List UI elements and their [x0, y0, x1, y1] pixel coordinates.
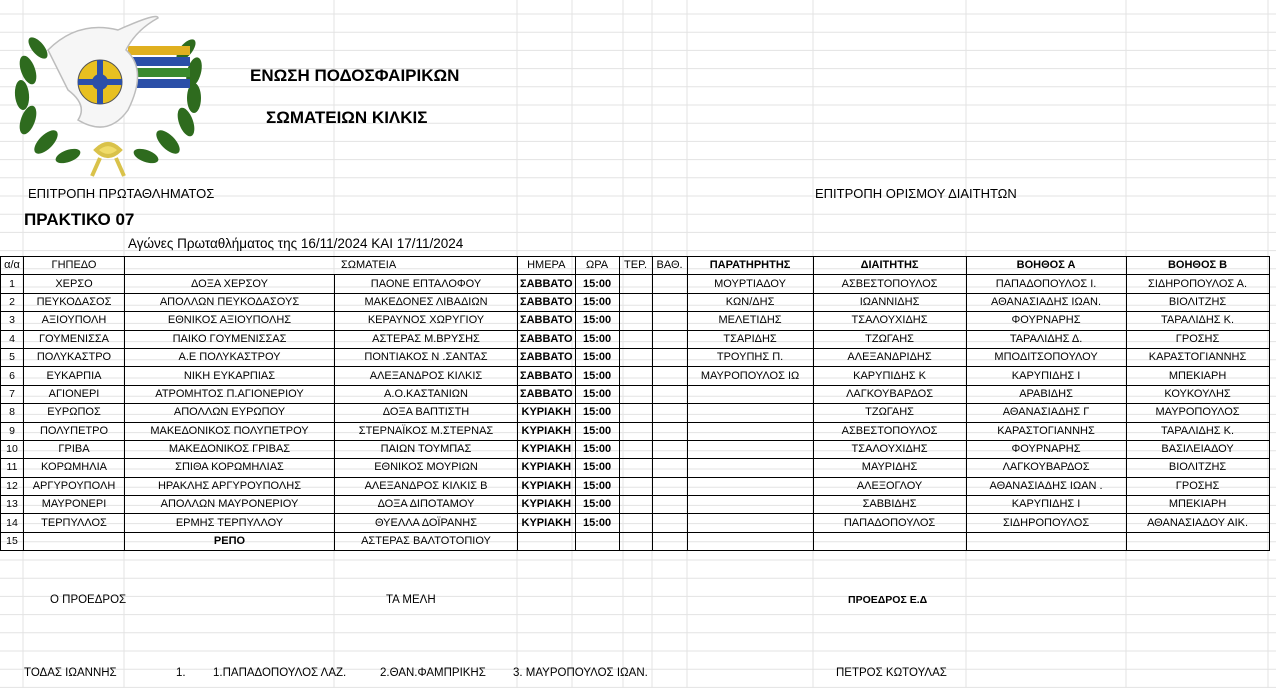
- away-club-cell: ΔΟΞΑ ΔΙΠΟΤΑΜΟΥ: [335, 496, 518, 514]
- home-club-cell: ΡΕΠΟ: [125, 532, 335, 550]
- assistant-b-cell: ΚΑΡΑΣΤΟΓΙΑΝΝΗΣ: [1126, 348, 1269, 366]
- ter-cell: [619, 532, 652, 550]
- assistant-b-cell: ΓΡΟΣΗΣ: [1126, 477, 1269, 495]
- observer-cell: [687, 496, 813, 514]
- away-club-cell: ΑΣΤΕΡΑΣ ΒΑΛΤΟΤΟΠΙΟΥ: [335, 532, 518, 550]
- home-club-cell: ΑΠΟΛΛΩΝ ΜΑΥΡΟΝΕΡΙΟΥ: [125, 496, 335, 514]
- assistant-b-cell: ΑΘΑΝΑΣΙΑΔΟΥ ΑΙΚ.: [1126, 514, 1269, 532]
- away-club-cell: ΜΑΚΕΔΟΝΕΣ ΛΙΒΑΔΙΩΝ: [335, 293, 518, 311]
- col-header-vath: ΒΑΘ.: [652, 257, 687, 275]
- field-cell: ΕΥΡΩΠΟΣ: [24, 404, 125, 422]
- assistant-a-cell: [966, 532, 1126, 550]
- row-number: 14: [1, 514, 24, 532]
- assistant-a-cell: ΣΙΔΗΡΟΠΟΥΛΟΣ: [966, 514, 1126, 532]
- time-cell: 15:00: [575, 312, 619, 330]
- referee-cell: ΑΣΒΕΣΤΟΠΟΥΛΟΣ: [813, 422, 966, 440]
- referee-cell: ΛΑΓΚΟΥΒΑΡΔΟΣ: [813, 385, 966, 403]
- vath-cell: [652, 312, 687, 330]
- field-cell: [24, 532, 125, 550]
- field-cell: ΚΟΡΩΜΗΛΙΑ: [24, 459, 125, 477]
- referee-cell: ΜΑΥΡΙΔΗΣ: [813, 459, 966, 477]
- col-header-referee: ΔΙΑΙΤΗΤΗΣ: [813, 257, 966, 275]
- referee-cell: ΑΛΕΞΑΝΔΡΙΔΗΣ: [813, 348, 966, 366]
- away-club-cell: ΣΤΕΡΝΑΪΚΟΣ Μ.ΣΤΕΡΝΑΣ: [335, 422, 518, 440]
- home-club-cell: ΑΠΟΛΛΩΝ ΠΕΥΚΟΔΑΣΟΥΣ: [125, 293, 335, 311]
- referee-cell: ΑΣΒΕΣΤΟΠΟΥΛΟΣ: [813, 275, 966, 293]
- home-club-cell: ΝΙΚΗ ΕΥΚΑΡΠΙΑΣ: [125, 367, 335, 385]
- vath-cell: [652, 532, 687, 550]
- home-club-cell: ΠΑΙΚΟ ΓΟΥΜΕΝΙΣΣΑΣ: [125, 330, 335, 348]
- row-number: 7: [1, 385, 24, 403]
- day-cell: ΣΑΒΒΑΤΟ: [518, 330, 576, 348]
- assistant-b-cell: ΓΡΟΣΗΣ: [1126, 330, 1269, 348]
- assistant-b-cell: [1126, 532, 1269, 550]
- vath-cell: [652, 422, 687, 440]
- referee-cell: ΤΖΩΓΑΗΣ: [813, 330, 966, 348]
- table-row: [1, 367, 1270, 385]
- away-club-cell: ΘΥΕΛΛΑ ΔΟΪΡΑΝΗΣ: [335, 514, 518, 532]
- away-club-cell: ΚΕΡΑΥΝΟΣ ΧΩΡΥΓΙΟΥ: [335, 312, 518, 330]
- away-club-cell: Α.Ο.ΚΑΣΤΑΝΙΩΝ: [335, 385, 518, 403]
- home-club-cell: ΜΑΚΕΔΟΝΙΚΟΣ ΠΟΛΥΠΕΤΡΟΥ: [125, 422, 335, 440]
- observer-cell: [687, 440, 813, 458]
- table-row: [1, 385, 1270, 403]
- away-club-cell: ΔΟΞΑ ΒΑΠΤΙΣΤΗ: [335, 404, 518, 422]
- away-club-cell: ΠΟΝΤΙΑΚΟΣ Ν .ΣΑΝΤΑΣ: [335, 348, 518, 366]
- referee-cell: ΠΑΠΑΔΟΠΟΥΛΟΣ: [813, 514, 966, 532]
- assistant-a-cell: ΤΑΡΑΛΙΔΗΣ Δ.: [966, 330, 1126, 348]
- home-club-cell: Α.Ε ΠΟΛΥΚΑΣΤΡΟΥ: [125, 348, 335, 366]
- assistant-b-cell: ΜΑΥΡΟΠΟΥΛΟΣ: [1126, 404, 1269, 422]
- observer-cell: ΤΣΑΡΙΔΗΣ: [687, 330, 813, 348]
- home-club-cell: ΕΘΝΙΚΟΣ ΑΞΙΟΥΠΟΛΗΣ: [125, 312, 335, 330]
- table-row: [1, 422, 1270, 440]
- assistant-a-cell: ΚΑΡΥΠΙΔΗΣ Ι: [966, 367, 1126, 385]
- ref-president-name: ΠΕΤΡΟΣ ΚΩΤΟΥΛΑΣ: [836, 667, 947, 679]
- time-cell: 15:00: [575, 330, 619, 348]
- time-cell: 15:00: [575, 293, 619, 311]
- home-club-cell: ΜΑΚΕΔΟΝΙΚΟΣ ΓΡΙΒΑΣ: [125, 440, 335, 458]
- time-cell: [575, 532, 619, 550]
- home-club-cell: ΑΤΡΟΜΗΤΟΣ Π.ΑΓΙΟΝΕΡΙΟΥ: [125, 385, 335, 403]
- ter-cell: [619, 348, 652, 366]
- vath-cell: [652, 348, 687, 366]
- referee-cell: ΤΣΑΛΟΥΧΙΔΗΣ: [813, 312, 966, 330]
- time-cell: 15:00: [575, 404, 619, 422]
- vath-cell: [652, 293, 687, 311]
- field-cell: ΓΟΥΜΕΝΙΣΣΑ: [24, 330, 125, 348]
- vath-cell: [652, 459, 687, 477]
- col-header-number: α/α: [1, 257, 24, 275]
- president-name: ΤΟΔΑΣ ΙΩΑΝΝΗΣ: [24, 667, 117, 679]
- row-number: 12: [1, 477, 24, 495]
- assistant-a-cell: ΚΑΡΑΣΤΟΓΙΑΝΝΗΣ: [966, 422, 1126, 440]
- vath-cell: [652, 385, 687, 403]
- assistant-a-cell: ΑΘΑΝΑΣΙΑΔΗΣ ΙΩΑΝ .: [966, 477, 1126, 495]
- field-cell: ΑΡΓΥΡΟΥΠΟΛΗ: [24, 477, 125, 495]
- observer-cell: ΜΟΥΡΤΙΑΔΟΥ: [687, 275, 813, 293]
- day-cell: ΚΥΡΙΑΚΗ: [518, 514, 576, 532]
- ter-cell: [619, 330, 652, 348]
- away-club-cell: ΕΘΝΙΚΟΣ ΜΟΥΡΙΩΝ: [335, 459, 518, 477]
- day-cell: ΚΥΡΙΑΚΗ: [518, 496, 576, 514]
- time-cell: 15:00: [575, 514, 619, 532]
- col-header-time: ΩΡΑ: [575, 257, 619, 275]
- day-cell: ΣΑΒΒΑΤΟ: [518, 275, 576, 293]
- table-row: [1, 348, 1270, 366]
- vath-cell: [652, 496, 687, 514]
- time-cell: 15:00: [575, 459, 619, 477]
- ter-cell: [619, 440, 652, 458]
- field-cell: ΜΑΥΡΟΝΕΡΙ: [24, 496, 125, 514]
- table-row: [1, 440, 1270, 458]
- table-row: [1, 477, 1270, 495]
- field-cell: ΤΕΡΠΥΛΛΟΣ: [24, 514, 125, 532]
- home-club-cell: ΣΠΙΘΑ ΚΟΡΩΜΗΛΙΑΣ: [125, 459, 335, 477]
- federation-logo: [8, 10, 208, 180]
- home-club-cell: ΗΡΑΚΛΗΣ ΑΡΓΥΡΟΥΠΟΛΗΣ: [125, 477, 335, 495]
- assistant-a-cell: ΑΘΑΝΑΣΙΑΔΗΣ Γ: [966, 404, 1126, 422]
- member-3: 3. ΜΑΥΡΟΠΟΥΛΟΣ ΙΩΑΝ.: [513, 667, 648, 679]
- field-cell: ΓΡΙΒΑ: [24, 440, 125, 458]
- member-2: 2.ΘΑΝ.ΦΑΜΠΡΙΚΗΣ: [380, 667, 486, 679]
- vath-cell: [652, 275, 687, 293]
- vath-cell: [652, 514, 687, 532]
- assistant-b-cell: ΣΙΔΗΡΟΠΟΥΛΟΣ Α.: [1126, 275, 1269, 293]
- observer-cell: ΚΩΝ/ΔΗΣ: [687, 293, 813, 311]
- ref-president-label: ΠΡΟΕΔΡΟΣ Ε.Δ: [848, 594, 928, 606]
- day-cell: ΚΥΡΙΑΚΗ: [518, 422, 576, 440]
- table-row: [1, 496, 1270, 514]
- row-number: 13: [1, 496, 24, 514]
- day-cell: ΣΑΒΒΑΤΟ: [518, 293, 576, 311]
- time-cell: 15:00: [575, 367, 619, 385]
- row-number: 1: [1, 275, 24, 293]
- row-number: 11: [1, 459, 24, 477]
- day-cell: ΣΑΒΒΑΤΟ: [518, 367, 576, 385]
- col-header-observer: ΠΑΡΑΤΗΡΗΤΗΣ: [687, 257, 813, 275]
- org-name-line1: ΕΝΩΣΗ ΠΟΔΟΣΦΑΙΡΙΚΩΝ: [250, 66, 460, 85]
- field-cell: ΕΥΚΑΡΠΙΑ: [24, 367, 125, 385]
- time-cell: 15:00: [575, 348, 619, 366]
- vath-cell: [652, 404, 687, 422]
- day-cell: ΚΥΡΙΑΚΗ: [518, 459, 576, 477]
- assistant-b-cell: ΒΙΟΛΙΤΖΗΣ: [1126, 293, 1269, 311]
- away-club-cell: ΑΣΤΕΡΑΣ Μ.ΒΡΥΣΗΣ: [335, 330, 518, 348]
- referee-cell: ΤΖΩΓΑΗΣ: [813, 404, 966, 422]
- row-number: 6: [1, 367, 24, 385]
- col-header-assistant-b: ΒΟΗΘΟΣ Β: [1126, 257, 1269, 275]
- assistant-a-cell: ΦΟΥΡΝΑΡΗΣ: [966, 440, 1126, 458]
- away-club-cell: ΑΛΕΞΑΝΔΡΟΣ ΚΙΛΚΙΣ: [335, 367, 518, 385]
- assistant-a-cell: ΑΡΑΒΙΔΗΣ: [966, 385, 1126, 403]
- row-number: 5: [1, 348, 24, 366]
- observer-cell: ΜΑΥΡΟΠΟΥΛΟΣ ΙΩ: [687, 367, 813, 385]
- ter-cell: [619, 459, 652, 477]
- row-number: 10: [1, 440, 24, 458]
- ter-cell: [619, 385, 652, 403]
- observer-cell: [687, 532, 813, 550]
- col-header-ter: ΤΕΡ.: [619, 257, 652, 275]
- assistant-b-cell: ΤΑΡΑΛΙΔΗΣ Κ.: [1126, 422, 1269, 440]
- day-cell: ΣΑΒΒΑΤΟ: [518, 385, 576, 403]
- home-club-cell: ΑΠΟΛΛΩΝ ΕΥΡΩΠΟΥ: [125, 404, 335, 422]
- col-header-field: ΓΗΠΕΔΟ: [24, 257, 125, 275]
- field-cell: ΑΞΙΟΥΠΟΛΗ: [24, 312, 125, 330]
- home-club-cell: ΕΡΜΗΣ ΤΕΡΠΥΛΛΟΥ: [125, 514, 335, 532]
- away-club-cell: ΠΑΟΝΕ ΕΠΤΑΛΟΦΟΥ: [335, 275, 518, 293]
- row-number: 9: [1, 422, 24, 440]
- assistant-b-cell: ΜΠΕΚΙΑΡΗ: [1126, 367, 1269, 385]
- time-cell: 15:00: [575, 440, 619, 458]
- member-1: 1.ΠΑΠΑΔΟΠΟΥΛΟΣ ΛΑΖ.: [213, 667, 347, 679]
- observer-cell: [687, 404, 813, 422]
- time-cell: 15:00: [575, 385, 619, 403]
- day-cell: ΣΑΒΒΑΤΟ: [518, 348, 576, 366]
- table-row: [1, 275, 1270, 293]
- assistant-a-cell: ΚΑΡΥΠΙΔΗΣ Ι: [966, 496, 1126, 514]
- referee-cell: ΙΩΑΝΝΙΔΗΣ: [813, 293, 966, 311]
- table-row: [1, 532, 1270, 550]
- observer-cell: ΜΕΛΕΤΙΔΗΣ: [687, 312, 813, 330]
- referee-cell: ΣΑΒΒΙΔΗΣ: [813, 496, 966, 514]
- away-club-cell: ΠΑΙΩΝ ΤΟΥΜΠΑΣ: [335, 440, 518, 458]
- table-row: [1, 404, 1270, 422]
- field-cell: ΠΟΛΥΠΕΤΡΟ: [24, 422, 125, 440]
- table-header-row: [1, 257, 1270, 275]
- day-cell: ΣΑΒΒΑΤΟ: [518, 312, 576, 330]
- president-label: Ο ΠΡΟΕΔΡΟΣ: [50, 594, 127, 606]
- ter-cell: [619, 312, 652, 330]
- ter-cell: [619, 293, 652, 311]
- table-row: [1, 459, 1270, 477]
- vath-cell: [652, 330, 687, 348]
- vath-cell: [652, 367, 687, 385]
- time-cell: 15:00: [575, 422, 619, 440]
- row-number: 3: [1, 312, 24, 330]
- referee-cell: ΤΣΑΛΟΥΧΙΔΗΣ: [813, 440, 966, 458]
- committee-right: ΕΠΙΤΡΟΠΗ ΟΡΙΣΜΟΥ ΔΙΑΙΤΗΤΩΝ: [815, 186, 1017, 201]
- col-header-clubs: ΣΩΜΑΤΕΙΑ: [125, 257, 518, 275]
- match-dates: Αγώνες Πρωταθλήματος της 16/11/2024 ΚΑΙ 17/11/2024: [128, 236, 464, 251]
- observer-cell: [687, 514, 813, 532]
- table-row: [1, 330, 1270, 348]
- home-club-cell: ΔΟΞΑ ΧΕΡΣΟΥ: [125, 275, 335, 293]
- ter-cell: [619, 477, 652, 495]
- observer-cell: [687, 459, 813, 477]
- ter-cell: [619, 367, 652, 385]
- matches-table: [0, 256, 1270, 551]
- table-row: [1, 514, 1270, 532]
- org-name-line2: ΣΩΜΑΤΕΙΩΝ ΚΙΛΚΙΣ: [266, 108, 428, 127]
- row-number: 4: [1, 330, 24, 348]
- day-cell: ΚΥΡΙΑΚΗ: [518, 477, 576, 495]
- vath-cell: [652, 440, 687, 458]
- ter-cell: [619, 496, 652, 514]
- ter-cell: [619, 404, 652, 422]
- row-number: 15: [1, 532, 24, 550]
- field-cell: ΑΓΙΟΝΕΡΙ: [24, 385, 125, 403]
- committee-left: ΕΠΙΤΡΟΠΗ ΠΡΩΤΑΘΛΗΜΑΤΟΣ: [28, 186, 215, 201]
- assistant-a-cell: ΦΟΥΡΝΑΡΗΣ: [966, 312, 1126, 330]
- assistant-b-cell: ΤΑΡΑΛΙΔΗΣ Κ.: [1126, 312, 1269, 330]
- observer-cell: [687, 385, 813, 403]
- observer-cell: ΤΡΟΥΠΗΣ Π.: [687, 348, 813, 366]
- assistant-b-cell: ΒΙΟΛΙΤΖΗΣ: [1126, 459, 1269, 477]
- day-cell: [518, 532, 576, 550]
- referee-cell: ΚΑΡΥΠΙΔΗΣ Κ: [813, 367, 966, 385]
- observer-cell: [687, 422, 813, 440]
- day-cell: ΚΥΡΙΑΚΗ: [518, 404, 576, 422]
- assistant-b-cell: ΒΑΣΙΛΕΙΑΔΟΥ: [1126, 440, 1269, 458]
- assistant-b-cell: ΚΟΥΚΟΥΛΗΣ: [1126, 385, 1269, 403]
- table-row: [1, 293, 1270, 311]
- col-header-day: ΗΜΕΡΑ: [518, 257, 576, 275]
- ter-cell: [619, 422, 652, 440]
- assistant-a-cell: ΛΑΓΚΟΥΒΑΡΔΟΣ: [966, 459, 1126, 477]
- ter-cell: [619, 514, 652, 532]
- field-cell: ΠΕΥΚΟΔΑΣΟΣ: [24, 293, 125, 311]
- members-label: ΤΑ ΜΕΛΗ: [386, 594, 436, 606]
- referee-cell: ΑΛΕΞΟΓΛΟΥ: [813, 477, 966, 495]
- ter-cell: [619, 275, 652, 293]
- row-number: 8: [1, 404, 24, 422]
- row-number: 2: [1, 293, 24, 311]
- field-cell: ΧΕΡΣΟ: [24, 275, 125, 293]
- vath-cell: [652, 477, 687, 495]
- referee-cell: [813, 532, 966, 550]
- assistant-a-cell: ΑΘΑΝΑΣΙΑΔΗΣ ΙΩΑΝ.: [966, 293, 1126, 311]
- assistant-a-cell: ΠΑΠΑΔΟΠΟΥΛΟΣ Ι.: [966, 275, 1126, 293]
- field-cell: ΠΟΛΥΚΑΣΤΡΟ: [24, 348, 125, 366]
- praktiko-title: ΠΡΑΚΤΙΚΟ 07: [24, 210, 135, 229]
- time-cell: 15:00: [575, 275, 619, 293]
- time-cell: 15:00: [575, 477, 619, 495]
- assistant-a-cell: ΜΠΟΔΙΤΣΟΠΟΥΛΟΥ: [966, 348, 1126, 366]
- table-row: [1, 312, 1270, 330]
- time-cell: 15:00: [575, 496, 619, 514]
- assistant-b-cell: ΜΠΕΚΙΑΡΗ: [1126, 496, 1269, 514]
- col-header-assistant-a: ΒΟΗΘΟΣ Α: [966, 257, 1126, 275]
- day-cell: ΚΥΡΙΑΚΗ: [518, 440, 576, 458]
- away-club-cell: ΑΛΕΞΑΝΔΡΟΣ ΚΙΛΚΙΣ Β: [335, 477, 518, 495]
- member-number: 1.: [176, 667, 186, 679]
- observer-cell: [687, 477, 813, 495]
